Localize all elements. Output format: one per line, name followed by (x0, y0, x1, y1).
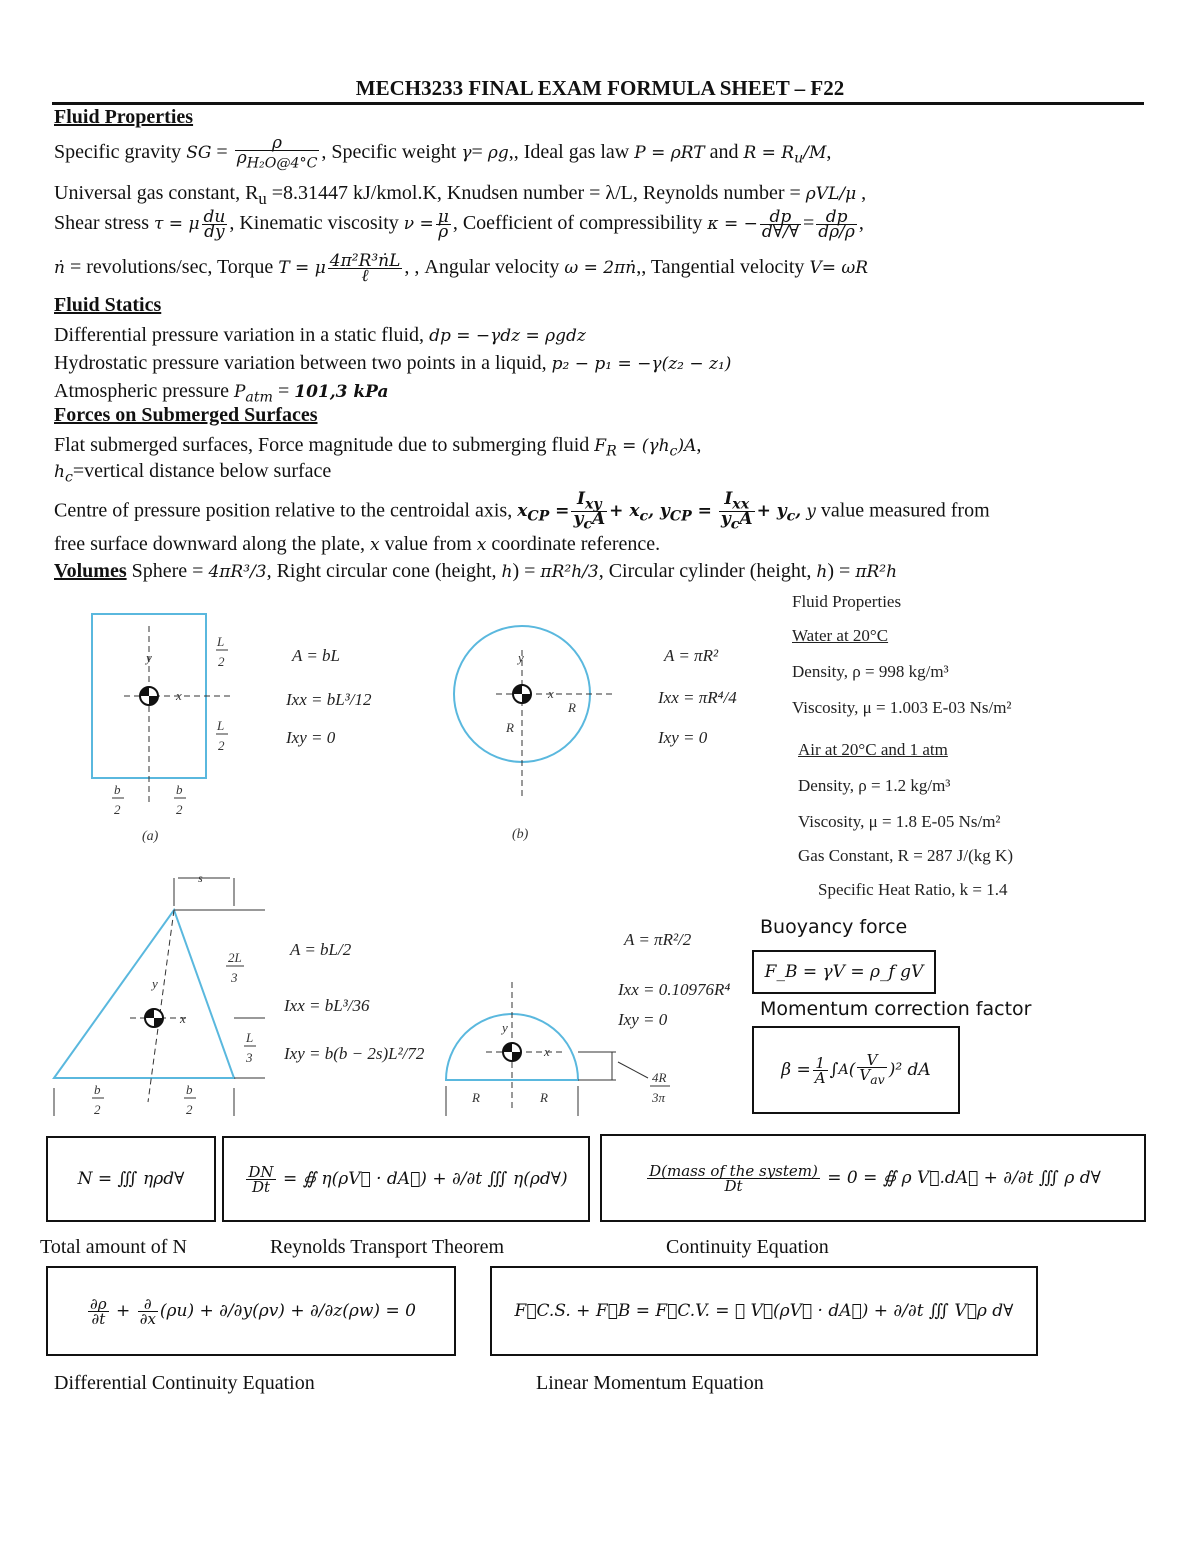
svg-text:3: 3 (231, 970, 238, 985)
svg-text:R: R (506, 720, 514, 735)
water-density: Density, ρ = 998 kg/m³ (792, 662, 949, 681)
figure-d-ixy: Ixy = 0 (618, 1010, 668, 1029)
momentum-correction-formula: β = $\frac{1}{A}$ ∫ A ( $\frac{V}{V_{av}}$ )² dA (752, 1026, 960, 1114)
section-fluid-statics: Fluid Statics (54, 294, 162, 316)
total-n-caption: Total amount of N (40, 1236, 187, 1258)
volumes-line: Volumes Sphere = 4πR³/3, Right circular cone (height, h) = πR²h/3, Circular cylinder (height, h) = πR²h (54, 560, 898, 582)
svg-text:b: b (114, 782, 121, 797)
section-fluid-properties: Fluid Properties (54, 106, 194, 128)
differential-continuity-equation: $\frac{\partial\rho}{\partial t}$ + $\frac{\partial}{\partial x}$ (ρu) + ∂/∂y(ρv) + ∂/∂z(ρw) = 0 (46, 1266, 456, 1356)
fluid-properties-line-3: Shear stress τ = μ $\frac{du}{dy}$ , Kinematic viscosity ν = $\frac{\mu}{\rho}$ , Coefficient of compressibility κ = − $\frac{dp}{d\forall/\forall}$ = $\frac{dp}{d\rho/\rho}$ , (54, 207, 864, 242)
svg-text:R: R (472, 1090, 480, 1105)
svg-text:3: 3 (246, 1050, 253, 1065)
figure-d-ixx: Ixx = 0.10976R⁴ (618, 980, 731, 999)
svg-text:y: y (152, 976, 158, 991)
svg-text:L: L (217, 634, 225, 649)
fluid-properties-line-1: Specific gravity SG = $\frac{\rho}{\rho_{H_2O@4^\circ C}}$ , Specific weight γ= ρg,, Ideal gas law P = ρRT and $R = R_u/M$, (54, 133, 832, 172)
continuity-equation: $\frac{\text{D(mass of the system)}}{Dt}$ = 0 = ∯ ρ V⃗.dA⃗ + ∂/∂t ∭ ρ d∀ (600, 1134, 1146, 1222)
continuity-caption: Continuity Equation (666, 1236, 829, 1258)
forces-line-2: $h_c=vertical$ distance below surface (54, 460, 332, 486)
figure-b-area: A = πR² (664, 646, 719, 665)
momentum-correction-label: Momentum correction factor (760, 998, 1032, 1020)
air-density: Density, ρ = 1.2 kg/m³ (798, 776, 951, 795)
svg-text:2: 2 (114, 802, 121, 817)
rtt-equation: $\frac{DN}{Dt}$ = ∯ η(ρV⃗ · dA⃗) + ∂/∂t ∭ η(ρd∀) (222, 1136, 590, 1222)
figure-a-tag: (a) (142, 829, 159, 844)
figure-b-ixx: Ixx = πR⁴/4 (658, 688, 737, 707)
svg-text:4R: 4R (652, 1070, 667, 1085)
linear-momentum-equation: F⃗C.S. + F⃗B = F⃗C.V. = ∯ V⃗(ρV⃗ · dA⃗) + ∂/∂t ∭ V⃗ρ d∀ (490, 1266, 1038, 1356)
svg-text:y: y (502, 1020, 508, 1035)
figure-c-ixx: Ixx = bL³/36 (284, 996, 370, 1015)
svg-text:x: x (180, 1011, 186, 1026)
air-viscosity: Viscosity, μ = 1.8 E-05 Ns/m² (798, 812, 1001, 831)
svg-text:y: y (146, 650, 152, 665)
figure-b-tag: (b) (512, 827, 529, 842)
fluid-properties-line-4: ṅ = revolutions/sec, Torque T = μ $\frac{\text{4π²R³ṅL}}{\text{ℓ}}$ , , Angular velocity ω = 2πṅ,, Tangential velocity V= ωR (54, 251, 869, 286)
title-rule (52, 102, 1144, 105)
forces-line-4: free surface downward along the plate, x value from x coordinate reference. (54, 533, 661, 555)
svg-text:R: R (540, 1090, 548, 1105)
svg-text:x: x (176, 688, 182, 703)
svg-text:x: x (548, 686, 554, 701)
forces-line-3: Centre of pressure position relative to the centroidal axis, $x_{CP}$ = $\frac{I_{xy}}{y_cA}$ + $x_c$, $y_{CP}$ = $\frac{I_{xx}}{y_cA}$ + $y_c$, y value measured from (54, 489, 990, 533)
svg-text:s: s (198, 871, 203, 885)
figure-a-area: A = bL (292, 646, 341, 665)
svg-text:2: 2 (218, 738, 225, 753)
fluid-statics-line-1: Differential pressure variation in a static fluid, dp = −γdz = ρgdz (54, 324, 586, 346)
total-n-equation: N = ∭ ηρd∀ (46, 1136, 216, 1222)
svg-text:R: R (568, 700, 576, 715)
air-heat-ratio: Specific Heat Ratio, k = 1.4 (818, 880, 1008, 899)
svg-text:x: x (544, 1044, 550, 1059)
figure-c-area: A = bL/2 (290, 940, 352, 959)
rtt-caption: Reynolds Transport Theorem (270, 1236, 505, 1258)
buoyancy-label: Buoyancy force (760, 916, 908, 938)
water-heading: Water at 20°C (792, 626, 889, 645)
buoyancy-formula: F_B = γV = ρ_f gV (752, 950, 936, 994)
svg-text:2: 2 (94, 1102, 101, 1117)
figure-a-ixx: Ixx = bL³/12 (286, 690, 372, 709)
page-title: MECH3233 FINAL EXAM FORMULA SHEET – F22 (355, 76, 845, 100)
figure-c-ixy: Ixy = b(b − 2s)L²/72 (284, 1044, 425, 1063)
forces-line-1: Flat submerged surfaces, Force magnitude due to submerging fluid $F_R = (\gamma h_c)A$, (54, 434, 702, 460)
svg-text:L: L (217, 718, 225, 733)
svg-text:b: b (176, 782, 183, 797)
figure-a-ixy: Ixy = 0 (286, 728, 336, 747)
air-heading: Air at 20°C and 1 atm (798, 740, 948, 759)
svg-text:3π: 3π (652, 1090, 666, 1105)
linear-momentum-caption: Linear Momentum Equation (536, 1372, 764, 1394)
svg-text:L: L (246, 1030, 254, 1045)
fluid-statics-line-2: Hydrostatic pressure variation between two points in a liquid, p₂ − p₁ = −γ(z₂ − z₁) (54, 352, 732, 374)
svg-text:2: 2 (176, 802, 183, 817)
figure-b-circle (446, 610, 646, 850)
fluid-properties-line-2: Universal gas constant, $R_u =8.31447$ kJ/kmol.K, Knudsen number = λ/L, Reynolds number = ρVL/μ , (54, 182, 867, 208)
air-gas-constant: Gas Constant, R = 287 J/(kg K) (798, 846, 1013, 865)
water-viscosity: Viscosity, μ = 1.003 E-03 Ns/m² (792, 698, 1012, 717)
fluid-statics-line-3: Atmospheric pressure $P_{atm} = 101,3$ kPa (54, 380, 389, 406)
svg-text:b: b (94, 1082, 101, 1097)
fluid-props-heading: Fluid Properties (792, 592, 902, 611)
differential-continuity-caption: Differential Continuity Equation (54, 1372, 315, 1394)
svg-text:2: 2 (186, 1102, 193, 1117)
figure-c-triangle (40, 866, 280, 1126)
figure-b-ixy: Ixy = 0 (658, 728, 708, 747)
section-forces: Forces on Submerged Surfaces (54, 404, 318, 426)
figure-d-area: A = πR²/2 (624, 930, 692, 949)
svg-text:y: y (518, 650, 524, 665)
svg-text:b: b (186, 1082, 193, 1097)
svg-text:2: 2 (218, 654, 225, 669)
svg-text:2L: 2L (228, 950, 242, 965)
